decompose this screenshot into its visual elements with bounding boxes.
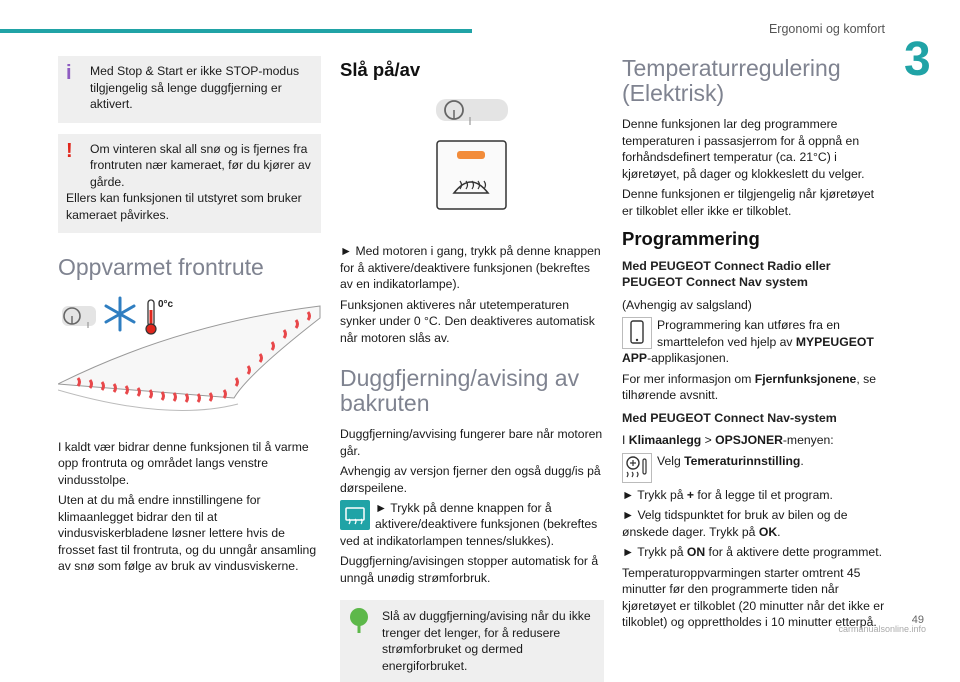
- warning-note: [58, 134, 321, 234]
- page-number: 49: [911, 614, 924, 626]
- step1-pre: ► Trykk på: [622, 487, 687, 502]
- temperature-text3: Temperaturoppvarmingen starter omtrent 45 minutter før den programmerte tiden når kjøretøyet er tilkoblet (20 minutter når det ikke er tilkoblet) og opprettholdes i 10 minutter etterpå.: [622, 565, 885, 629]
- step3-post: for å aktivere dette programmet.: [705, 545, 882, 559]
- subheading-nav: Med PEUGEOT Connect Nav-system: [622, 410, 837, 425]
- on-off-text1: ► Med motoren i gang, trykk på denne knappen for å aktivere/deaktivere funksjonen (bekreftes av en indikatorlampe).: [340, 244, 601, 291]
- warning-icon: !: [66, 139, 73, 162]
- heated-windscreen-text2: Uten at du må endre innstillingene for klimaanlegget bidrar den til at vindusviskerbladene løsner lettere hvis de frosset fast til frontruta, og du unngår ansamling av snø som følge av bruk av vindusviskerne.: [58, 493, 317, 573]
- menu-climate: Klimaanlegg: [628, 433, 702, 447]
- step1-plus: +: [686, 487, 695, 502]
- column-left: [58, 56, 321, 579]
- temperature-setting-row: [622, 453, 886, 483]
- menu-options: OPSJONER: [715, 433, 783, 447]
- column-middle: [340, 56, 604, 682]
- watermark: carmanualsonline.info: [838, 624, 926, 634]
- eco-note-line1: Slå av duggfjerning/avising når du ikke: [382, 609, 591, 623]
- step2-pre: ► Velg tidspunktet for bruk av bilen og de ønskede dager. Trykk på: [622, 508, 848, 539]
- more-info-post: , se tilhørende avsnitt.: [622, 371, 876, 402]
- rear-defrost-button-line1: ► Trykk på denne knappen for å: [375, 501, 552, 515]
- heading-on-off: Slå på/av: [340, 59, 421, 80]
- choose-post: .: [800, 453, 804, 468]
- smartphone-row: [622, 317, 886, 350]
- warning-note-line1: Om vinteren skal all snø og is fjernes fra: [90, 141, 308, 156]
- chapter-number: 3: [904, 33, 931, 86]
- warning-note-text: frontruten nær kameraet, før du kjører av gårde.: [90, 158, 311, 189]
- eco-note: [340, 600, 604, 682]
- app-label: APP: [622, 351, 648, 365]
- steering-wheel-icon: [436, 99, 508, 125]
- rear-defrost-text2: Avhengig av versjon fjerner den også dugg/is på dørspeilene.: [340, 464, 601, 495]
- mypeugeot-label: MYPEUGEOT: [795, 334, 874, 349]
- rear-defrost-button-icon: [340, 500, 370, 530]
- smartphone-line2: smarttelefon ved hjelp av: [657, 334, 796, 349]
- temperature-text2: Denne funksjonen er tilgjengelig når kjøretøyet er tilkoblet eller ikke er tilkoblet.: [622, 187, 875, 218]
- heading-heated-windscreen: Oppvarmet frontrute: [58, 254, 264, 280]
- info-note: [58, 56, 321, 123]
- subheading-radio-nav: Med PEUGEOT Connect Radio eller PEUGEOT Connect Nav system: [622, 258, 831, 289]
- steering-wheel-icon: [62, 306, 96, 328]
- on-off-text2: Funksjonen aktiveres når utetemperaturen synker under 0 °C. Den deaktiveres automatisk når motoren slås av.: [340, 297, 595, 345]
- temperature-setting-icon: [622, 453, 652, 483]
- snowflake-icon: [106, 298, 134, 330]
- heading-temperature-control: Temperaturregulering (Elektrisk): [622, 55, 841, 106]
- eco-note-text: trenger det lenger, for å redusere strømforbruket og dermed energiforbruket.: [382, 625, 561, 673]
- smartphone-line1: Programmering kan utføres fra en: [657, 318, 840, 332]
- menu-post: -menyen:: [782, 433, 834, 447]
- rear-defrost-button-text: aktivere/deaktivere funksjonen (bekreftes ved at indikatorlampen tennes/slukkes).: [340, 517, 598, 548]
- step3-pre: ► Trykk på: [622, 545, 687, 559]
- heated-windscreen-illustration: [58, 294, 321, 424]
- heated-windscreen-text1: I kaldt vær bidrar denne funksjonen til å varme opp frontruta og området langs venstre vindusstolpe.: [58, 439, 309, 487]
- info-note-text: tilgjengelig så lenge duggfjerning er aktivert.: [90, 80, 282, 111]
- front-defrost-button-illustration: [340, 95, 604, 225]
- step3-on: ON: [686, 545, 706, 559]
- step2-post: .: [777, 524, 781, 539]
- eco-tree-icon: [348, 608, 370, 634]
- info-icon: i: [66, 62, 72, 84]
- rear-defrost-text1: Duggfjerning/avvising fungerer bare når motoren går.: [340, 427, 603, 458]
- step1-post: for å legge til et program.: [694, 487, 833, 502]
- menu-sep: >: [701, 433, 716, 447]
- heading-rear-defrost: Duggfjerning/avising av bakruten: [340, 365, 580, 416]
- app-suffix: -applikasjonen.: [647, 351, 730, 365]
- info-note-line1: Med Stop & Start er ikke STOP-modus: [90, 64, 300, 78]
- more-info-pre: For mer informasjon om: [622, 371, 755, 386]
- menu-pre: I: [622, 433, 629, 447]
- front-defrost-button: [437, 141, 506, 209]
- header-accent-bar: [0, 29, 472, 33]
- step2-ok: OK: [758, 524, 778, 539]
- rear-defrost-text3: Duggfjerning/avisingen stopper automatisk for å unngå unødig strømforbruk.: [340, 554, 599, 585]
- temperature-text1: Denne funksjonen lar deg programmere temperaturen i passasjerrom for å oppnå en forhåndsdefinert temperatur (ca. 21°C) i kjøretøyet, på dager og klokkeslett du velger.: [622, 117, 865, 181]
- column-right: [622, 56, 886, 635]
- temperature-setting-label: Temeraturinnstilling: [684, 453, 801, 468]
- country-dependent-text: (Avhengig av salgsland): [622, 297, 752, 312]
- section-title: Ergonomi og komfort: [768, 22, 885, 36]
- choose-pre: Velg: [657, 453, 685, 468]
- smartphone-icon: [622, 317, 652, 349]
- remote-functions-label: Fjernfunksjonene: [754, 371, 857, 386]
- thermometer-icon: [146, 300, 156, 334]
- temp-label: 0°c: [158, 299, 174, 310]
- heading-programming: Programmering: [622, 228, 760, 249]
- warning-note-text2: Ellers kan funksjonen til utstyret som bruker kameraet påvirkes.: [66, 191, 302, 222]
